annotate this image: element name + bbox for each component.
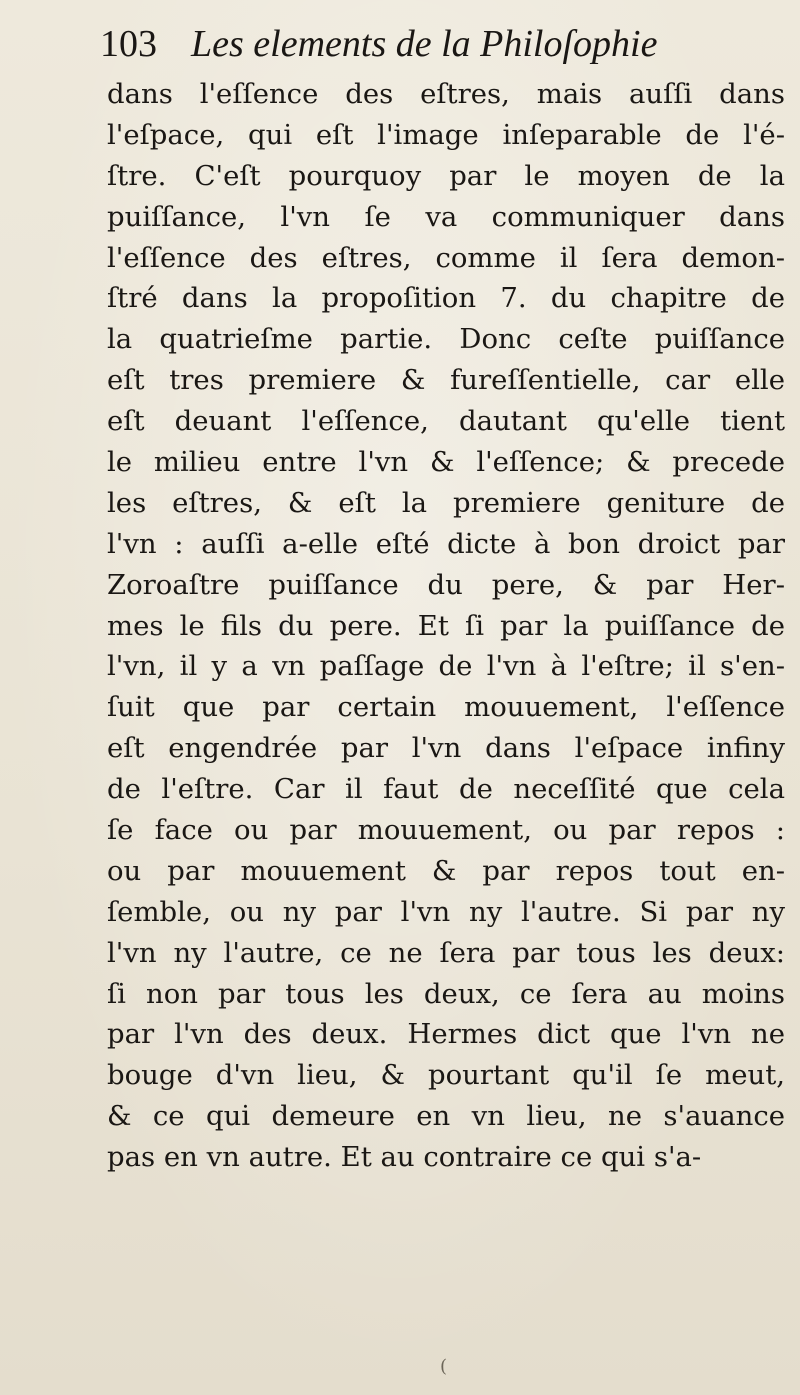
text-line: l'eſpace, qui eſt l'image inſeparable de l'é- bbox=[107, 118, 785, 151]
text-line: l'eſſence des eſtres, comme il ſera demon- bbox=[107, 241, 785, 274]
text-line: bouge d'vn lieu, & pourtant qu'il ſe meut, bbox=[107, 1059, 785, 1092]
text-line: ſuit que par certain mouuement, l'eſſence bbox=[107, 691, 785, 724]
text-line: mes le fils du pere. Et ſi par la puiſſance de bbox=[107, 609, 785, 642]
text-line: ſe face ou par mouuement, ou par repos : bbox=[107, 814, 785, 847]
text-line: les eſtres, & eſt la premiere geniture de bbox=[107, 486, 785, 519]
stray-mark: ( bbox=[440, 1356, 448, 1377]
text-line: ſtre. C'eſt pourquoy par le moyen de la bbox=[107, 159, 785, 192]
text-line: ou par mouuement & par repos tout en- bbox=[107, 854, 785, 887]
text-line: eſt deuant l'eſſence, dautant qu'elle tient bbox=[107, 405, 785, 438]
text-line: l'vn ny l'autre, ce ne ſera par tous les deux: bbox=[107, 936, 785, 969]
text-line: eſt engendrée par l'vn dans l'eſpace infiny bbox=[107, 732, 785, 765]
text-line: l'vn : auſſi a-elle eſté dicte à bon droict par bbox=[107, 527, 785, 560]
text-line: ſtré dans la propoſition 7. du chapitre de bbox=[107, 282, 785, 315]
running-title: Les elements de la Philoſophie bbox=[191, 23, 658, 65]
text-line: eſt tres premiere & fureſſentielle, car elle bbox=[107, 364, 785, 397]
text-line: le milieu entre l'vn & l'eſſence; & precede bbox=[107, 446, 785, 479]
text-line: ſemble, ou ny par l'vn ny l'autre. Si par ny bbox=[107, 895, 785, 928]
text-line: par l'vn des deux. Hermes dict que l'vn ne bbox=[107, 1018, 785, 1051]
text-line: la quatrieſme partie. Donc ceſte puiſſance bbox=[107, 323, 785, 356]
text-line: & ce qui demeure en vn lieu, ne s'auance bbox=[107, 1100, 785, 1133]
text-line: puiſſance, l'vn ſe va communiquer dans bbox=[107, 200, 785, 233]
text-line: pas en vn autre. Et au contraire ce qui s'a- bbox=[107, 1141, 702, 1174]
text-line: Zoroaſtre puiſſance du pere, & par Her- bbox=[107, 568, 785, 601]
text-line: l'vn, il y a vn paſſage de l'vn à l'eſtre; il s'en- bbox=[107, 650, 785, 683]
text-line: de l'eſtre. Car il faut de neceſſité que cela bbox=[107, 773, 785, 806]
running-head bbox=[100, 14, 790, 74]
body-text bbox=[107, 74, 785, 1178]
page-number: 103 bbox=[100, 23, 157, 65]
text-line: dans l'eſſence des eſtres, mais auſſi dans bbox=[107, 78, 785, 110]
text-line: ſi non par tous les deux, ce ſera au moins bbox=[107, 977, 785, 1010]
